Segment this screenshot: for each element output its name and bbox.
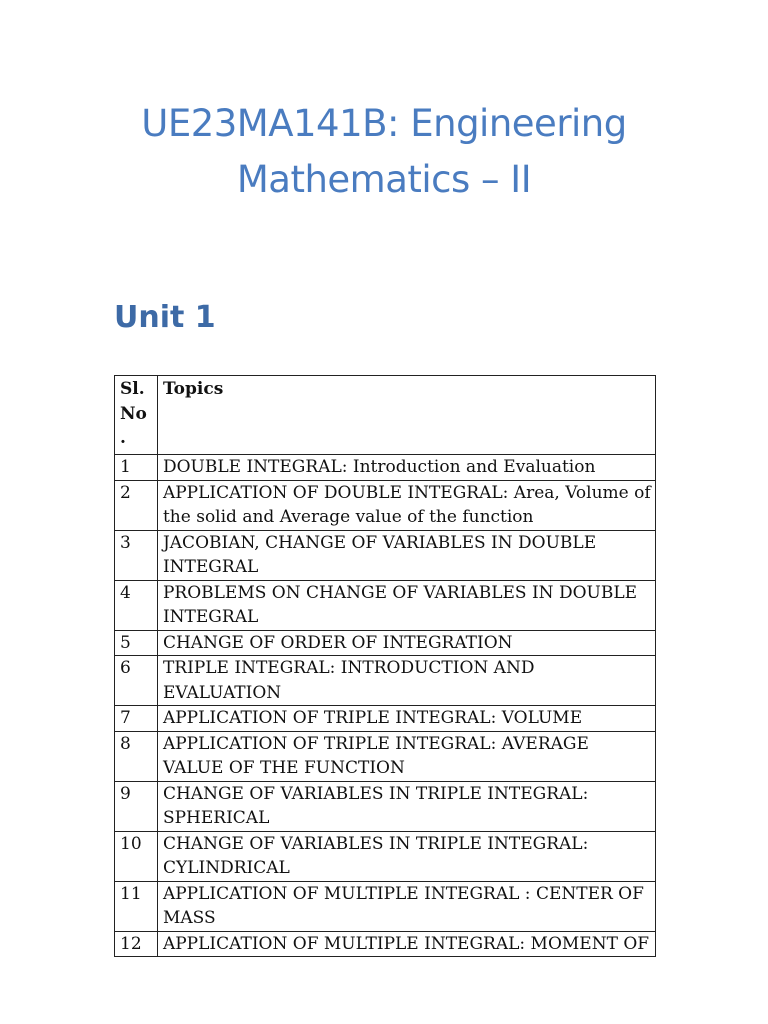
document-title-line-1: UE23MA141B: Engineering [141, 102, 627, 145]
topics-table-header [115, 376, 656, 455]
table-row [115, 580, 656, 630]
row-number: 8 [115, 731, 158, 781]
header-sl-no [115, 376, 158, 455]
header-topics: Topics [157, 376, 655, 455]
row-number: 3 [115, 530, 158, 580]
row-topic: APPLICATION OF TRIPLE INTEGRAL: AVERAGE VALUE OF THE FUNCTION [157, 731, 655, 781]
document-title [0, 96, 768, 208]
row-topic: APPLICATION OF TRIPLE INTEGRAL: VOLUME [157, 706, 655, 732]
table-row [115, 831, 656, 881]
header-sl-no-line-1: Sl. [120, 379, 145, 399]
table-row [115, 931, 656, 957]
row-topic: CHANGE OF VARIABLES IN TRIPLE INTEGRAL: CYLINDRICAL [157, 831, 655, 881]
table-row [115, 731, 656, 781]
row-topic: DOUBLE INTEGRAL: Introduction and Evaluation [157, 455, 655, 481]
row-topic: APPLICATION OF DOUBLE INTEGRAL: Area, Volume of the solid and Average value of the function [157, 480, 655, 530]
table-row [115, 455, 656, 481]
row-topic: CHANGE OF ORDER OF INTEGRATION [157, 630, 655, 656]
row-number: 12 [115, 931, 158, 957]
row-topic: JACOBIAN, CHANGE OF VARIABLES IN DOUBLE INTEGRAL [157, 530, 655, 580]
header-sl-no-line-3: . [120, 428, 126, 448]
row-topic: APPLICATION OF MULTIPLE INTEGRAL: MOMENT OF [157, 931, 655, 957]
table-row [115, 781, 656, 831]
topics-table-body [115, 455, 656, 957]
table-row [115, 630, 656, 656]
row-number: 9 [115, 781, 158, 831]
document-title-line-2: Mathematics – II [236, 158, 532, 201]
row-topic: APPLICATION OF MULTIPLE INTEGRAL : CENTER OF MASS [157, 881, 655, 931]
table-row [115, 656, 656, 706]
table-row [115, 530, 656, 580]
row-topic: TRIPLE INTEGRAL: INTRODUCTION AND EVALUATION [157, 656, 655, 706]
table-row [115, 706, 656, 732]
row-number: 10 [115, 831, 158, 881]
row-topic: CHANGE OF VARIABLES IN TRIPLE INTEGRAL: SPHERICAL [157, 781, 655, 831]
table-header-row [115, 376, 656, 455]
row-number: 2 [115, 480, 158, 530]
table-row [115, 480, 656, 530]
header-sl-no-line-2: No [120, 403, 147, 424]
table-row [115, 881, 656, 931]
row-number: 4 [115, 580, 158, 630]
row-topic: PROBLEMS ON CHANGE OF VARIABLES IN DOUBLE INTEGRAL [157, 580, 655, 630]
topics-table [114, 375, 656, 957]
row-number: 5 [115, 630, 158, 656]
row-number: 6 [115, 656, 158, 706]
row-number: 11 [115, 881, 158, 931]
unit-heading: Unit 1 [114, 300, 216, 335]
row-number: 7 [115, 706, 158, 732]
row-number: 1 [115, 455, 158, 481]
